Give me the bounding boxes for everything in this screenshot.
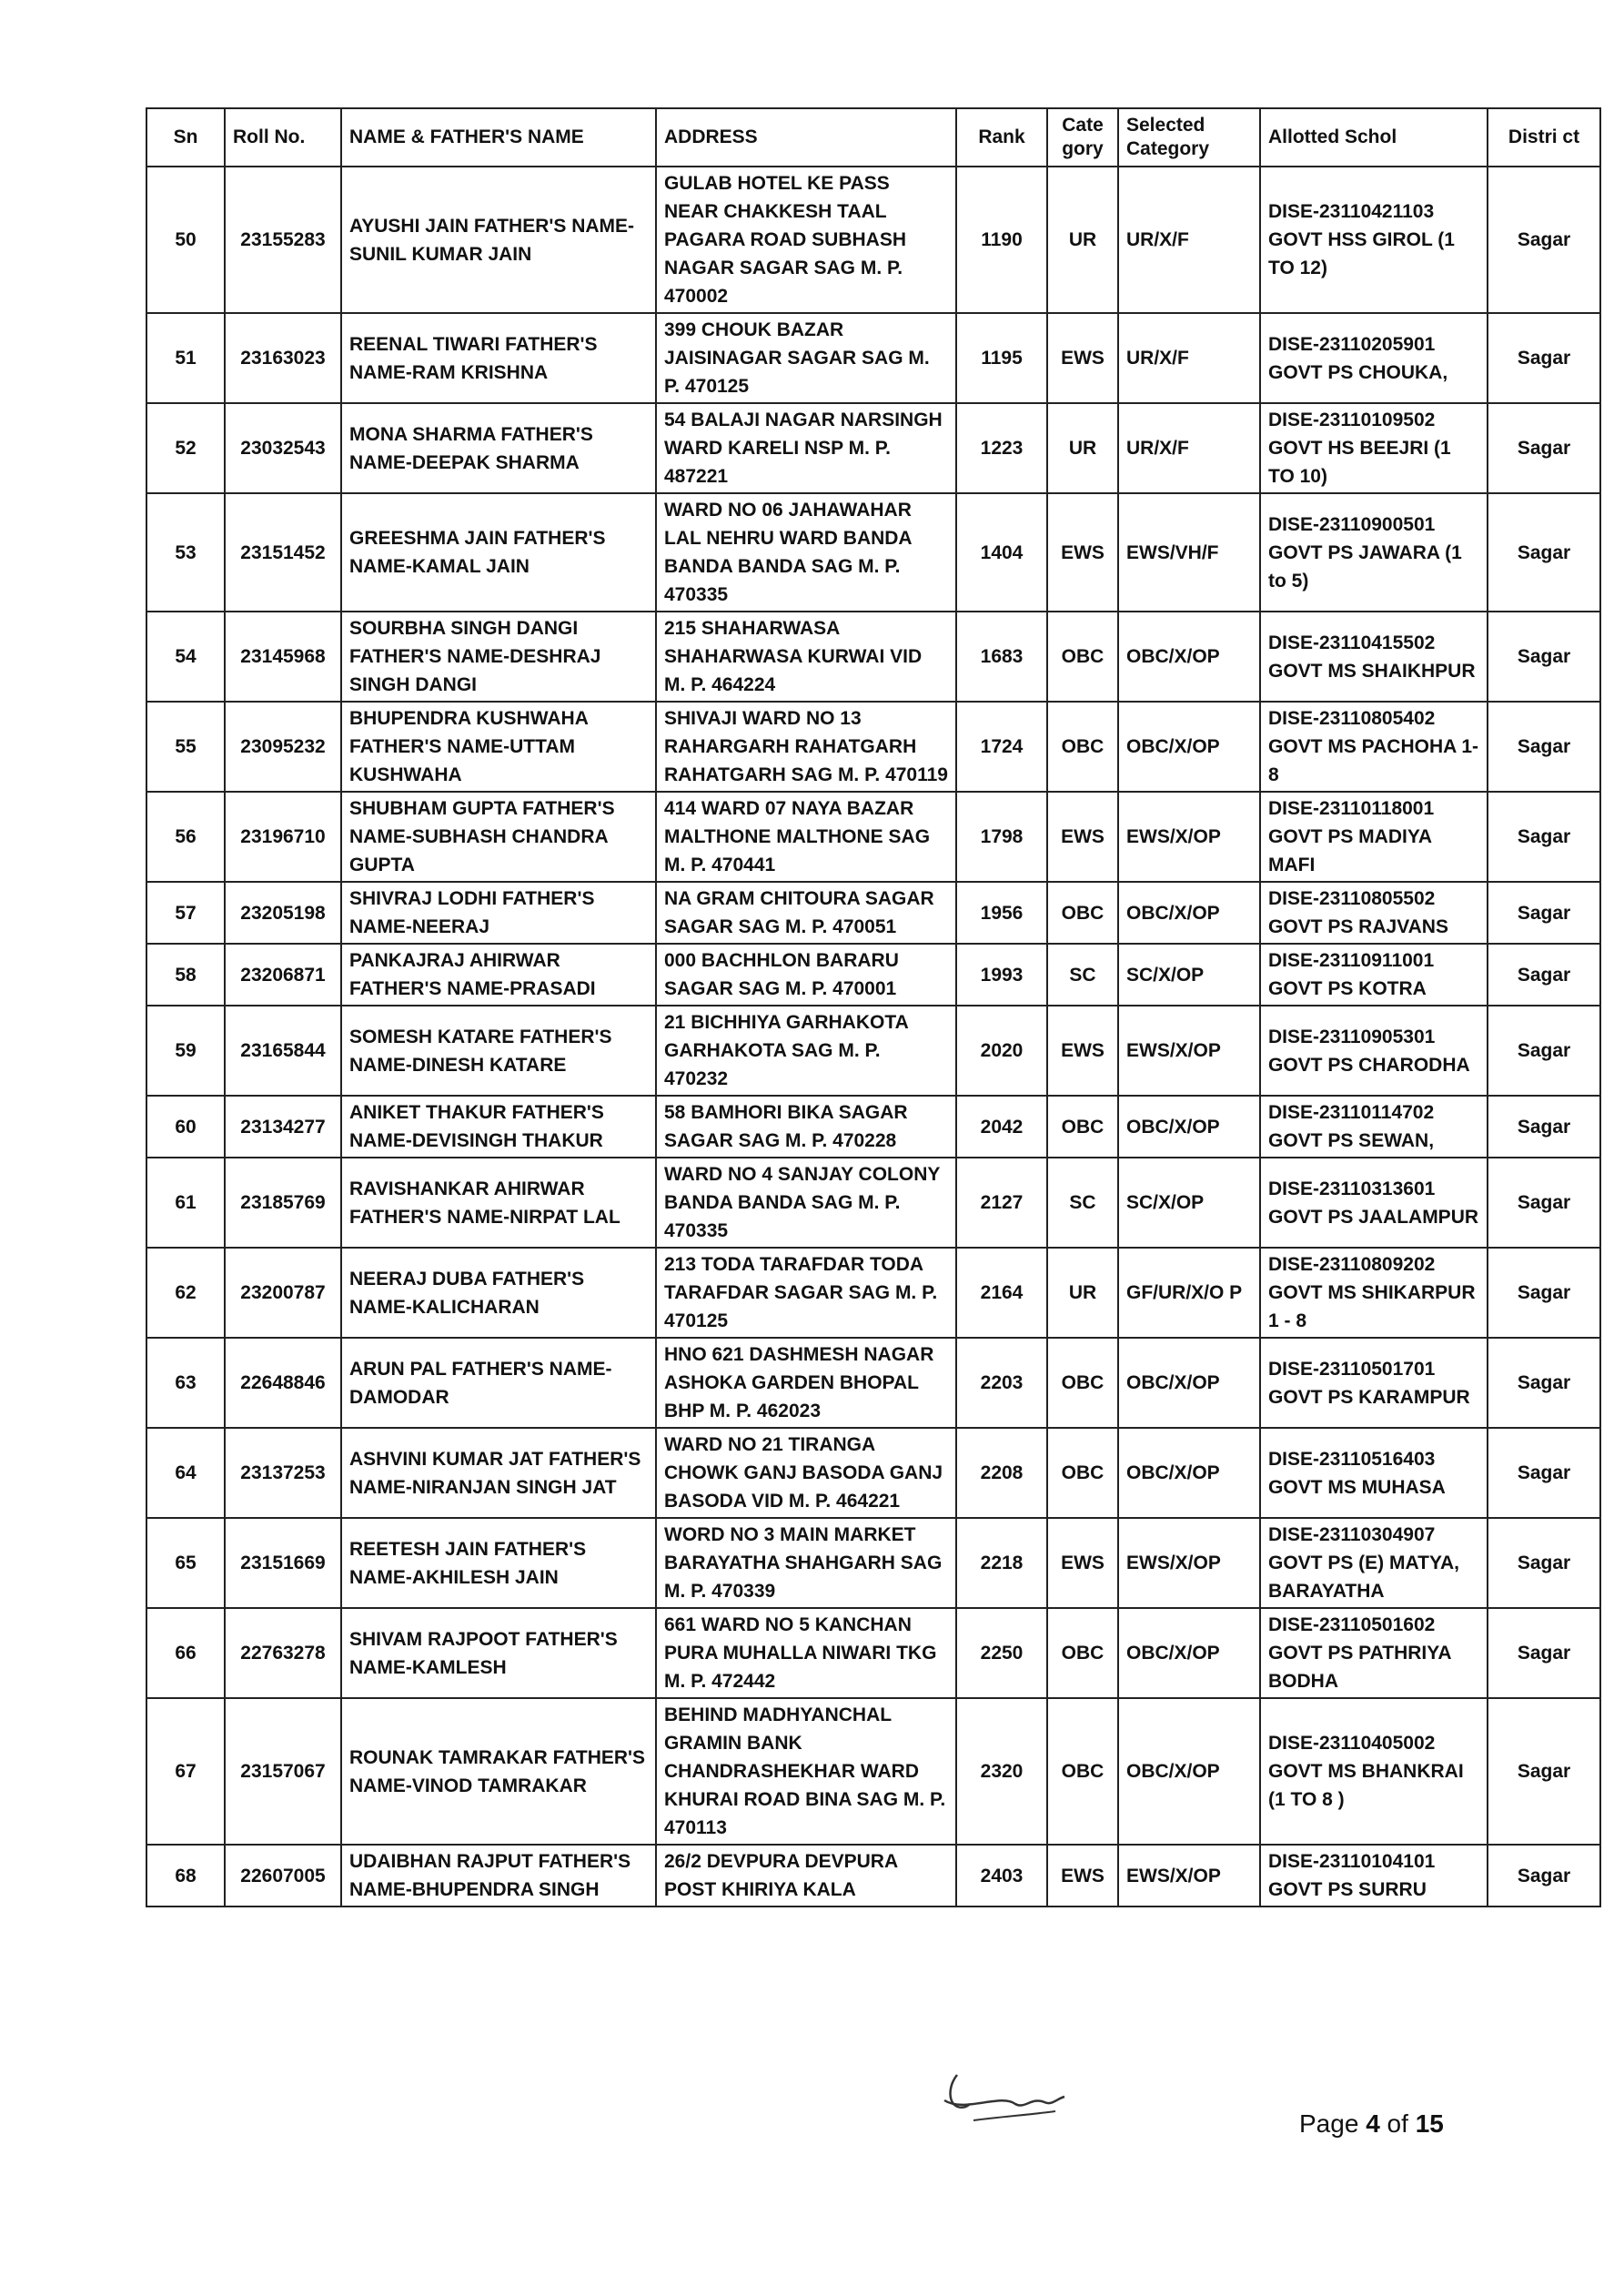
table-row (146, 1698, 1600, 1845)
row-district: Sagar (1488, 1338, 1600, 1428)
row-allotted-school: DISE-23110911001 GOVT PS KOTRA (1260, 944, 1488, 1006)
row-address: 414 WARD 07 NAYA BAZAR MALTHONE MALTHONE SAG M. P. 470441 (656, 792, 956, 882)
row-name: MONA SHARMA FATHER'S NAME-DEEPAK SHARMA (341, 403, 656, 493)
row-district: Sagar (1488, 1006, 1600, 1096)
row-address: WARD NO 4 SANJAY COLONY BANDA BANDA SAG M. P. 470335 (656, 1158, 956, 1248)
row-roll-no: 23032543 (225, 403, 341, 493)
row-category: OBC (1047, 882, 1118, 944)
table-row (146, 1845, 1600, 1907)
row-name: SOURBHA SINGH DANGI FATHER'S NAME-DESHRAJ SINGH DANGI (341, 612, 656, 702)
row-address: NA GRAM CHITOURA SAGAR SAGAR SAG M. P. 470051 (656, 882, 956, 944)
row-name: BHUPENDRA KUSHWAHA FATHER'S NAME-UTTAM KUSHWAHA (341, 702, 656, 792)
row-district: Sagar (1488, 1428, 1600, 1518)
row-name: RAVISHANKAR AHIRWAR FATHER'S NAME-NIRPAT LAL (341, 1158, 656, 1248)
row-district: Sagar (1488, 612, 1600, 702)
row-category: OBC (1047, 1096, 1118, 1158)
row-roll-no: 23196710 (225, 792, 341, 882)
row-allotted-school: DISE-23110905301 GOVT PS CHARODHA (1260, 1006, 1488, 1096)
row-sn: 68 (146, 1845, 225, 1907)
page-total: 15 (1415, 2109, 1444, 2138)
row-district: Sagar (1488, 493, 1600, 612)
row-sn: 55 (146, 702, 225, 792)
row-district: Sagar (1488, 792, 1600, 882)
row-category: UR (1047, 403, 1118, 493)
row-sn: 63 (146, 1338, 225, 1428)
row-address: 21 BICHHIYA GARHAKOTA GARHAKOTA SAG M. P. 470232 (656, 1006, 956, 1096)
row-category: SC (1047, 1158, 1118, 1248)
row-sn: 62 (146, 1248, 225, 1338)
row-roll-no: 23157067 (225, 1698, 341, 1845)
row-rank: 1798 (956, 792, 1047, 882)
row-address: 58 BAMHORI BIKA SAGAR SAGAR SAG M. P. 470228 (656, 1096, 956, 1158)
table-row (146, 882, 1600, 944)
row-address: 26/2 DEVPURA DEVPURA POST KHIRIYA KALA (656, 1845, 956, 1907)
row-name: REENAL TIWARI FATHER'S NAME-RAM KRISHNA (341, 313, 656, 403)
row-address: BEHIND MADHYANCHAL GRAMIN BANK CHANDRASHEKHAR WARD KHURAI ROAD BINA SAG M. P. 470113 (656, 1698, 956, 1845)
row-roll-no: 23151452 (225, 493, 341, 612)
row-selected-category: EWS/X/OP (1118, 1006, 1260, 1096)
table-row (146, 1518, 1600, 1608)
row-sn: 53 (146, 493, 225, 612)
row-sn: 50 (146, 167, 225, 313)
row-rank: 2203 (956, 1338, 1047, 1428)
row-selected-category: UR/X/F (1118, 313, 1260, 403)
row-sn: 66 (146, 1608, 225, 1698)
row-district: Sagar (1488, 944, 1600, 1006)
row-sn: 54 (146, 612, 225, 702)
row-address: WARD NO 21 TIRANGA CHOWK GANJ BASODA GANJ BASODA VID M. P. 464221 (656, 1428, 956, 1518)
header-district: Distri ct (1488, 108, 1600, 167)
row-sn: 61 (146, 1158, 225, 1248)
row-roll-no: 23205198 (225, 882, 341, 944)
row-name: SHUBHAM GUPTA FATHER'S NAME-SUBHASH CHANDRA GUPTA (341, 792, 656, 882)
row-allotted-school: DISE-23110805402 GOVT MS PACHOHA 1- 8 (1260, 702, 1488, 792)
row-name: UDAIBHAN RAJPUT FATHER'S NAME-BHUPENDRA SINGH (341, 1845, 656, 1907)
row-name: SHIVAM RAJPOOT FATHER'S NAME-KAMLESH (341, 1608, 656, 1698)
row-selected-category: EWS/VH/F (1118, 493, 1260, 612)
row-selected-category: OBC/X/OP (1118, 1608, 1260, 1698)
row-rank: 2218 (956, 1518, 1047, 1608)
row-selected-category: EWS/X/OP (1118, 792, 1260, 882)
row-district: Sagar (1488, 702, 1600, 792)
row-selected-category: SC/X/OP (1118, 944, 1260, 1006)
table-row (146, 1006, 1600, 1096)
row-category: SC (1047, 944, 1118, 1006)
row-selected-category: OBC/X/OP (1118, 612, 1260, 702)
row-name: ARUN PAL FATHER'S NAME-DAMODAR (341, 1338, 656, 1428)
row-selected-category: OBC/X/OP (1118, 1338, 1260, 1428)
handwritten-signature (937, 2057, 1074, 2129)
row-category: OBC (1047, 1338, 1118, 1428)
row-roll-no: 23137253 (225, 1428, 341, 1518)
table-row (146, 1338, 1600, 1428)
row-roll-no: 23151669 (225, 1518, 341, 1608)
header-row (146, 108, 1600, 167)
row-name: ASHVINI KUMAR JAT FATHER'S NAME-NIRANJAN SINGH JAT (341, 1428, 656, 1518)
row-allotted-school: DISE-23110516403 GOVT MS MUHASA (1260, 1428, 1488, 1518)
row-rank: 1683 (956, 612, 1047, 702)
row-allotted-school: DISE-23110405002 GOVT MS BHANKRAI (1 TO 8 ) (1260, 1698, 1488, 1845)
row-rank: 1404 (956, 493, 1047, 612)
row-allotted-school: DISE-23110109502 GOVT HS BEEJRI (1 TO 10) (1260, 403, 1488, 493)
row-rank: 2042 (956, 1096, 1047, 1158)
row-district: Sagar (1488, 1518, 1600, 1608)
row-address: 661 WARD NO 5 KANCHAN PURA MUHALLA NIWARI TKG M. P. 472442 (656, 1608, 956, 1698)
table-body (146, 167, 1600, 1907)
row-selected-category: UR/X/F (1118, 403, 1260, 493)
row-sn: 52 (146, 403, 225, 493)
row-rank: 1956 (956, 882, 1047, 944)
table-row (146, 493, 1600, 612)
header-roll-no: Roll No. (225, 108, 341, 167)
row-address: GULAB HOTEL KE PASS NEAR CHAKKESH TAAL PAGARA ROAD SUBHASH NAGAR SAGAR SAG M. P. 470002 (656, 167, 956, 313)
row-allotted-school: DISE-23110501602 GOVT PS PATHRIYA BODHA (1260, 1608, 1488, 1698)
row-roll-no: 23145968 (225, 612, 341, 702)
table-row (146, 1428, 1600, 1518)
row-roll-no: 22607005 (225, 1845, 341, 1907)
page-of: of (1387, 2109, 1408, 2138)
row-name: ROUNAK TAMRAKAR FATHER'S NAME-VINOD TAMRAKAR (341, 1698, 656, 1845)
row-allotted-school: DISE-23110415502 GOVT MS SHAIKHPUR (1260, 612, 1488, 702)
row-roll-no: 22763278 (225, 1608, 341, 1698)
row-category: OBC (1047, 1608, 1118, 1698)
page-number (1299, 2109, 1444, 2139)
page-prefix: Page (1299, 2109, 1359, 2138)
row-allotted-school: DISE-23110809202 GOVT MS SHIKARPUR 1 - 8 (1260, 1248, 1488, 1338)
row-category: EWS (1047, 1518, 1118, 1608)
table-row (146, 944, 1600, 1006)
row-name: NEERAJ DUBA FATHER'S NAME-KALICHARAN (341, 1248, 656, 1338)
row-district: Sagar (1488, 1698, 1600, 1845)
row-category: OBC (1047, 1698, 1118, 1845)
row-roll-no: 23206871 (225, 944, 341, 1006)
row-roll-no: 23134277 (225, 1096, 341, 1158)
row-allotted-school: DISE-23110304907 GOVT PS (E) MATYA, BARAYATHA (1260, 1518, 1488, 1608)
row-roll-no: 23185769 (225, 1158, 341, 1248)
row-rank: 2020 (956, 1006, 1047, 1096)
row-sn: 59 (146, 1006, 225, 1096)
row-sn: 51 (146, 313, 225, 403)
row-address: HNO 621 DASHMESH NAGAR ASHOKA GARDEN BHOPAL BHP M. P. 462023 (656, 1338, 956, 1428)
table-row (146, 1608, 1600, 1698)
header-category: Cate gory (1047, 108, 1118, 167)
row-address: WARD NO 06 JAHAWAHAR LAL NEHRU WARD BANDA BANDA BANDA SAG M. P. 470335 (656, 493, 956, 612)
row-allotted-school: DISE-23110805502 GOVT PS RAJVANS (1260, 882, 1488, 944)
row-rank: 2208 (956, 1428, 1047, 1518)
table-row (146, 612, 1600, 702)
row-district: Sagar (1488, 882, 1600, 944)
row-district: Sagar (1488, 1845, 1600, 1907)
row-rank: 2127 (956, 1158, 1047, 1248)
row-name: REETESH JAIN FATHER'S NAME-AKHILESH JAIN (341, 1518, 656, 1608)
row-roll-no: 23095232 (225, 702, 341, 792)
row-sn: 65 (146, 1518, 225, 1608)
row-category: EWS (1047, 1845, 1118, 1907)
row-address: 215 SHAHARWASA SHAHARWASA KURWAI VID M. P. 464224 (656, 612, 956, 702)
row-category: OBC (1047, 612, 1118, 702)
row-rank: 1195 (956, 313, 1047, 403)
row-allotted-school: DISE-23110313601 GOVT PS JAALAMPUR (1260, 1158, 1488, 1248)
row-district: Sagar (1488, 1158, 1600, 1248)
row-allotted-school: DISE-23110104101 GOVT PS SURRU (1260, 1845, 1488, 1907)
row-address: 213 TODA TARAFDAR TODA TARAFDAR SAGAR SAG M. P. 470125 (656, 1248, 956, 1338)
row-selected-category: SC/X/OP (1118, 1158, 1260, 1248)
table-row (146, 167, 1600, 313)
row-category: EWS (1047, 792, 1118, 882)
row-district: Sagar (1488, 1608, 1600, 1698)
table-row (146, 792, 1600, 882)
row-allotted-school: DISE-23110205901 GOVT PS CHOUKA, (1260, 313, 1488, 403)
row-allotted-school: DISE-23110501701 GOVT PS KARAMPUR (1260, 1338, 1488, 1428)
row-name: PANKAJRAJ AHIRWAR FATHER'S NAME-PRASADI (341, 944, 656, 1006)
header-address: ADDRESS (656, 108, 956, 167)
row-rank: 1993 (956, 944, 1047, 1006)
row-address: 000 BACHHLON BARARU SAGAR SAG M. P. 470001 (656, 944, 956, 1006)
row-rank: 2250 (956, 1608, 1047, 1698)
allotment-table (146, 107, 1601, 1907)
row-district: Sagar (1488, 1096, 1600, 1158)
row-allotted-school: DISE-23110118001 GOVT PS MADIYA MAFI (1260, 792, 1488, 882)
row-selected-category: EWS/X/OP (1118, 1518, 1260, 1608)
row-rank: 1223 (956, 403, 1047, 493)
row-category: EWS (1047, 1006, 1118, 1096)
row-sn: 56 (146, 792, 225, 882)
row-selected-category: OBC/X/OP (1118, 1428, 1260, 1518)
row-name: ANIKET THAKUR FATHER'S NAME-DEVISINGH THAKUR (341, 1096, 656, 1158)
header-rank: Rank (956, 108, 1047, 167)
row-allotted-school: DISE-23110900501 GOVT PS JAWARA (1 to 5) (1260, 493, 1488, 612)
row-address: 399 CHOUK BAZAR JAISINAGAR SAGAR SAG M. P. 470125 (656, 313, 956, 403)
row-roll-no: 23200787 (225, 1248, 341, 1338)
row-rank: 1724 (956, 702, 1047, 792)
row-address: WORD NO 3 MAIN MARKET BARAYATHA SHAHGARH SAG M. P. 470339 (656, 1518, 956, 1608)
table-row (146, 1096, 1600, 1158)
row-rank: 2403 (956, 1845, 1047, 1907)
row-category: UR (1047, 167, 1118, 313)
row-roll-no: 22648846 (225, 1338, 341, 1428)
row-selected-category: EWS/X/OP (1118, 1845, 1260, 1907)
row-rank: 2164 (956, 1248, 1047, 1338)
row-selected-category: OBC/X/OP (1118, 882, 1260, 944)
row-name: SHIVRAJ LODHI FATHER'S NAME-NEERAJ (341, 882, 656, 944)
row-address: 54 BALAJI NAGAR NARSINGH WARD KARELI NSP M. P. 487221 (656, 403, 956, 493)
row-selected-category: OBC/X/OP (1118, 1698, 1260, 1845)
row-category: UR (1047, 1248, 1118, 1338)
row-sn: 64 (146, 1428, 225, 1518)
table-row (146, 1158, 1600, 1248)
row-category: EWS (1047, 313, 1118, 403)
table-row (146, 313, 1600, 403)
row-roll-no: 23165844 (225, 1006, 341, 1096)
header-selected-category: Selected Category (1118, 108, 1260, 167)
row-district: Sagar (1488, 1248, 1600, 1338)
header-sn: Sn (146, 108, 225, 167)
row-sn: 57 (146, 882, 225, 944)
row-roll-no: 23163023 (225, 313, 341, 403)
row-allotted-school: DISE-23110114702 GOVT PS SEWAN, (1260, 1096, 1488, 1158)
header-allotted-school: Allotted Schol (1260, 108, 1488, 167)
row-rank: 2320 (956, 1698, 1047, 1845)
table-row (146, 1248, 1600, 1338)
row-category: EWS (1047, 493, 1118, 612)
row-sn: 58 (146, 944, 225, 1006)
table-row (146, 702, 1600, 792)
row-address: SHIVAJI WARD NO 13 RAHARGARH RAHATGARH RAHATGARH SAG M. P. 470119 (656, 702, 956, 792)
row-district: Sagar (1488, 167, 1600, 313)
row-name: SOMESH KATARE FATHER'S NAME-DINESH KATARE (341, 1006, 656, 1096)
row-category: OBC (1047, 702, 1118, 792)
row-selected-category: OBC/X/OP (1118, 702, 1260, 792)
row-district: Sagar (1488, 313, 1600, 403)
row-selected-category: OBC/X/OP (1118, 1096, 1260, 1158)
row-selected-category: UR/X/F (1118, 167, 1260, 313)
header-name: NAME & FATHER'S NAME (341, 108, 656, 167)
row-sn: 67 (146, 1698, 225, 1845)
row-name: GREESHMA JAIN FATHER'S NAME-KAMAL JAIN (341, 493, 656, 612)
page-current: 4 (1366, 2109, 1380, 2138)
table-row (146, 403, 1600, 493)
row-district: Sagar (1488, 403, 1600, 493)
row-allotted-school: DISE-23110421103 GOVT HSS GIROL (1 TO 12) (1260, 167, 1488, 313)
row-roll-no: 23155283 (225, 167, 341, 313)
row-sn: 60 (146, 1096, 225, 1158)
row-name: AYUSHI JAIN FATHER'S NAME-SUNIL KUMAR JAIN (341, 167, 656, 313)
row-selected-category: GF/UR/X/O P (1118, 1248, 1260, 1338)
row-rank: 1190 (956, 167, 1047, 313)
row-category: OBC (1047, 1428, 1118, 1518)
